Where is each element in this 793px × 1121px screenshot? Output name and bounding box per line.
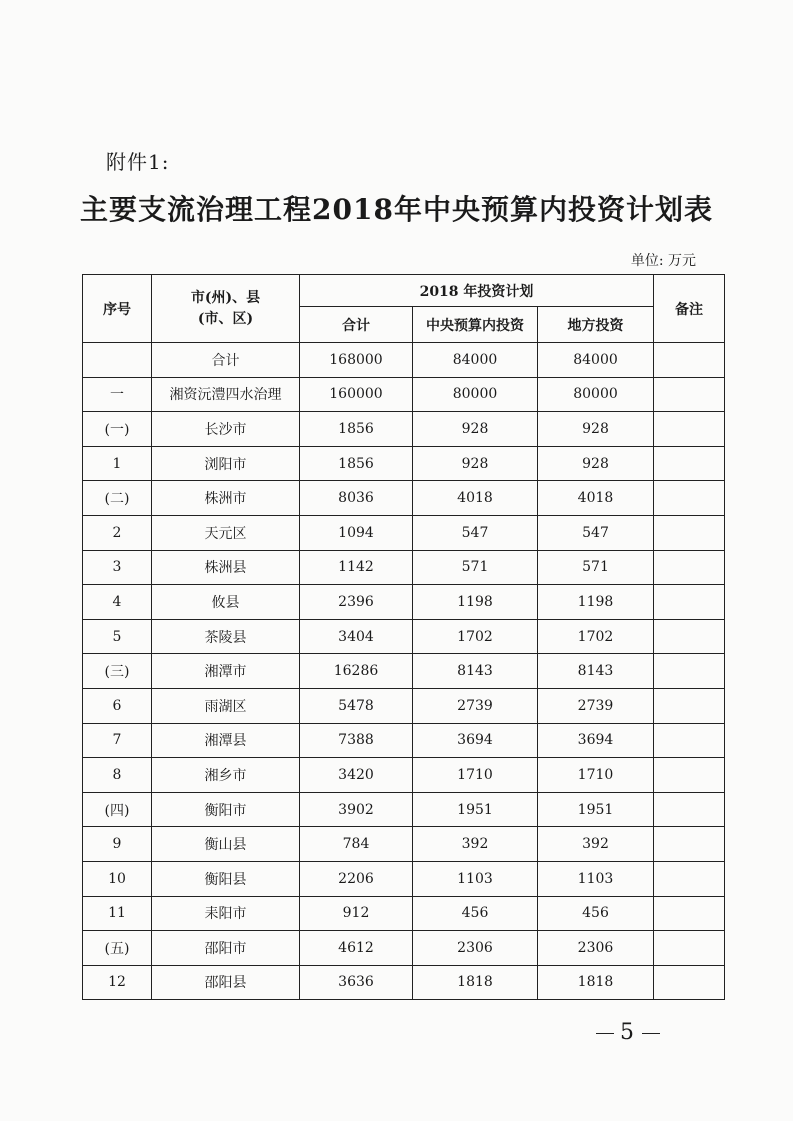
table-row bbox=[83, 931, 725, 966]
header-total: 合计 bbox=[300, 307, 413, 343]
cell-seq: 11 bbox=[83, 896, 152, 931]
cell-remarks bbox=[654, 481, 725, 516]
cell-region: 邵阳市 bbox=[152, 931, 300, 966]
cell-seq: (一) bbox=[83, 412, 152, 447]
table-row bbox=[83, 688, 725, 723]
header-row-1 bbox=[83, 275, 725, 307]
cell-total: 1094 bbox=[300, 515, 413, 550]
cell-total: 3420 bbox=[300, 758, 413, 793]
document-title: 主要支流治理工程2018年中央预算内投资计划表 bbox=[80, 193, 713, 226]
table-row bbox=[83, 515, 725, 550]
cell-total: 16286 bbox=[300, 654, 413, 689]
cell-remarks bbox=[654, 931, 725, 966]
cell-remarks bbox=[654, 377, 725, 412]
cell-local: 1702 bbox=[538, 619, 654, 654]
cell-remarks bbox=[654, 550, 725, 585]
table-row bbox=[83, 481, 725, 516]
cell-region: 雨湖区 bbox=[152, 688, 300, 723]
cell-seq: (四) bbox=[83, 792, 152, 827]
cell-seq: 7 bbox=[83, 723, 152, 758]
cell-region: 衡阳县 bbox=[152, 861, 300, 896]
cell-local: 4018 bbox=[538, 481, 654, 516]
cell-local: 84000 bbox=[538, 343, 654, 378]
cell-region: 株洲县 bbox=[152, 550, 300, 585]
cell-region: 株洲市 bbox=[152, 481, 300, 516]
cell-region: 天元区 bbox=[152, 515, 300, 550]
cell-local: 1818 bbox=[538, 965, 654, 1000]
cell-local: 392 bbox=[538, 827, 654, 862]
cell-seq: 12 bbox=[83, 965, 152, 1000]
cell-seq: 2 bbox=[83, 515, 152, 550]
table-row bbox=[83, 965, 725, 1000]
cell-total: 1142 bbox=[300, 550, 413, 585]
dash-right bbox=[642, 1033, 660, 1034]
cell-central: 392 bbox=[413, 827, 538, 862]
cell-region: 衡山县 bbox=[152, 827, 300, 862]
table-row bbox=[83, 896, 725, 931]
cell-seq: 一 bbox=[83, 377, 152, 412]
cell-region: 衡阳市 bbox=[152, 792, 300, 827]
cell-remarks bbox=[654, 758, 725, 793]
cell-remarks bbox=[654, 688, 725, 723]
cell-local: 1951 bbox=[538, 792, 654, 827]
page-number-value: 5 bbox=[620, 1020, 636, 1045]
cell-total: 3902 bbox=[300, 792, 413, 827]
table-row bbox=[83, 585, 725, 620]
cell-region: 攸县 bbox=[152, 585, 300, 620]
cell-remarks bbox=[654, 861, 725, 896]
cell-local: 547 bbox=[538, 515, 654, 550]
table-row bbox=[83, 792, 725, 827]
cell-region: 湘潭县 bbox=[152, 723, 300, 758]
cell-seq: 6 bbox=[83, 688, 152, 723]
table-body bbox=[83, 343, 725, 1000]
cell-central: 928 bbox=[413, 446, 538, 481]
cell-seq: (二) bbox=[83, 481, 152, 516]
cell-central: 2739 bbox=[413, 688, 538, 723]
cell-seq: 4 bbox=[83, 585, 152, 620]
cell-total: 7388 bbox=[300, 723, 413, 758]
cell-central: 84000 bbox=[413, 343, 538, 378]
cell-region: 耒阳市 bbox=[152, 896, 300, 931]
cell-seq: 10 bbox=[83, 861, 152, 896]
cell-central: 456 bbox=[413, 896, 538, 931]
cell-total: 3636 bbox=[300, 965, 413, 1000]
cell-local: 3694 bbox=[538, 723, 654, 758]
header-central: 中央预算内投资 bbox=[413, 307, 538, 343]
cell-region: 浏阳市 bbox=[152, 446, 300, 481]
cell-local: 571 bbox=[538, 550, 654, 585]
unit-label: 单位: 万元 bbox=[630, 253, 696, 269]
cell-remarks bbox=[654, 515, 725, 550]
table-row bbox=[83, 412, 725, 447]
header-region: 市(州)、县 (市、区) bbox=[152, 275, 300, 343]
cell-central: 4018 bbox=[413, 481, 538, 516]
cell-local: 1103 bbox=[538, 861, 654, 896]
cell-region: 茶陵县 bbox=[152, 619, 300, 654]
cell-total: 168000 bbox=[300, 343, 413, 378]
cell-total: 912 bbox=[300, 896, 413, 931]
cell-region: 湘乡市 bbox=[152, 758, 300, 793]
cell-local: 456 bbox=[538, 896, 654, 931]
cell-central: 3694 bbox=[413, 723, 538, 758]
cell-seq: 9 bbox=[83, 827, 152, 862]
cell-seq bbox=[83, 343, 152, 378]
cell-remarks bbox=[654, 343, 725, 378]
cell-local: 1198 bbox=[538, 585, 654, 620]
cell-total: 2396 bbox=[300, 585, 413, 620]
cell-central: 1103 bbox=[413, 861, 538, 896]
cell-remarks bbox=[654, 446, 725, 481]
cell-total: 160000 bbox=[300, 377, 413, 412]
cell-remarks bbox=[654, 792, 725, 827]
cell-remarks bbox=[654, 896, 725, 931]
cell-local: 80000 bbox=[538, 377, 654, 412]
cell-central: 571 bbox=[413, 550, 538, 585]
table-row bbox=[83, 723, 725, 758]
cell-region: 湘潭市 bbox=[152, 654, 300, 689]
cell-total: 1856 bbox=[300, 446, 413, 481]
cell-remarks bbox=[654, 827, 725, 862]
cell-central: 928 bbox=[413, 412, 538, 447]
cell-region: 湘资沅澧四水治理 bbox=[152, 377, 300, 412]
cell-central: 8143 bbox=[413, 654, 538, 689]
cell-central: 1198 bbox=[413, 585, 538, 620]
cell-central: 547 bbox=[413, 515, 538, 550]
table-row bbox=[83, 550, 725, 585]
cell-remarks bbox=[654, 723, 725, 758]
cell-seq: 1 bbox=[83, 446, 152, 481]
cell-central: 1710 bbox=[413, 758, 538, 793]
header-seq: 序号 bbox=[83, 275, 152, 343]
cell-central: 80000 bbox=[413, 377, 538, 412]
dash-left bbox=[596, 1033, 614, 1034]
cell-central: 2306 bbox=[413, 931, 538, 966]
table-row bbox=[83, 619, 725, 654]
cell-region: 长沙市 bbox=[152, 412, 300, 447]
table-row bbox=[83, 377, 725, 412]
cell-total: 5478 bbox=[300, 688, 413, 723]
cell-total: 784 bbox=[300, 827, 413, 862]
page-number bbox=[590, 1020, 666, 1045]
attachment-label: 附件1: bbox=[106, 150, 170, 174]
table-row bbox=[83, 758, 725, 793]
cell-local: 2306 bbox=[538, 931, 654, 966]
table-row bbox=[83, 343, 725, 378]
cell-local: 2739 bbox=[538, 688, 654, 723]
cell-local: 928 bbox=[538, 446, 654, 481]
cell-remarks bbox=[654, 585, 725, 620]
header-remarks: 备注 bbox=[654, 275, 725, 343]
cell-central: 1951 bbox=[413, 792, 538, 827]
cell-region: 合计 bbox=[152, 343, 300, 378]
cell-seq: 5 bbox=[83, 619, 152, 654]
cell-remarks bbox=[654, 619, 725, 654]
header-local: 地方投资 bbox=[538, 307, 654, 343]
table-row bbox=[83, 861, 725, 896]
cell-central: 1818 bbox=[413, 965, 538, 1000]
cell-local: 928 bbox=[538, 412, 654, 447]
cell-total: 4612 bbox=[300, 931, 413, 966]
cell-seq: (五) bbox=[83, 931, 152, 966]
header-plan-group: 2018 年投资计划 bbox=[300, 275, 654, 307]
table-row bbox=[83, 446, 725, 481]
cell-total: 1856 bbox=[300, 412, 413, 447]
cell-region: 邵阳县 bbox=[152, 965, 300, 1000]
cell-remarks bbox=[654, 965, 725, 1000]
cell-local: 1710 bbox=[538, 758, 654, 793]
table-row bbox=[83, 827, 725, 862]
cell-seq: (三) bbox=[83, 654, 152, 689]
investment-plan-table bbox=[82, 274, 725, 1000]
cell-total: 2206 bbox=[300, 861, 413, 896]
cell-remarks bbox=[654, 412, 725, 447]
cell-total: 8036 bbox=[300, 481, 413, 516]
cell-remarks bbox=[654, 654, 725, 689]
table-row bbox=[83, 654, 725, 689]
cell-local: 8143 bbox=[538, 654, 654, 689]
cell-seq: 3 bbox=[83, 550, 152, 585]
cell-total: 3404 bbox=[300, 619, 413, 654]
cell-seq: 8 bbox=[83, 758, 152, 793]
cell-central: 1702 bbox=[413, 619, 538, 654]
